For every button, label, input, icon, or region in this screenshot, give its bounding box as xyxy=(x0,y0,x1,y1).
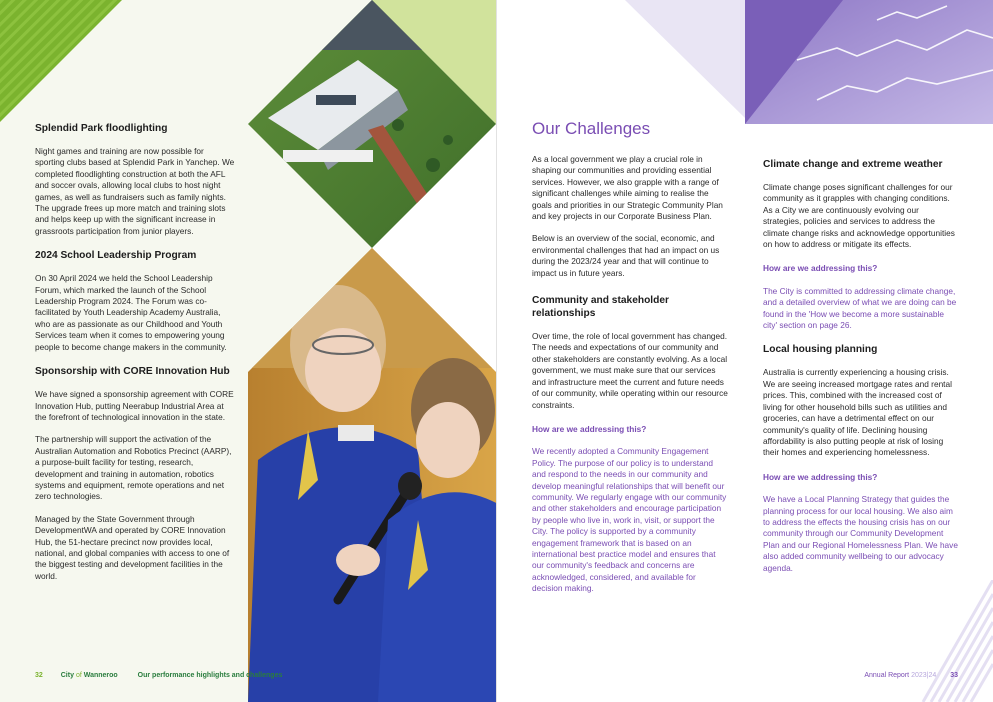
page-number: 32 xyxy=(35,672,43,679)
intro-paragraph: As a local government we play a crucial role in shaping our communities and providing essential services. However, we also grapple with a range of significant challenges while aiming to realise the goals and priorities in our Strategic Community Plan and key projects in our Corporate Business Plan. xyxy=(532,154,723,222)
left-footer xyxy=(35,672,355,679)
brand-city: City xyxy=(60,672,74,679)
section-paragraph: Climate change poses significant challenges for our community as it grapples with changing conditions. As a City we are continuously evolving our strategies, policies and services to address the climate change risks and acknowledge opportunities on how to address or mitigate its effects. xyxy=(763,182,955,250)
right-page xyxy=(497,0,993,702)
right-text-column-2 xyxy=(763,158,959,574)
section-heading: Sponsorship with CORE Innovation Hub xyxy=(35,366,230,378)
brand-of: of xyxy=(75,672,82,679)
page-title: Our Challenges xyxy=(532,119,651,138)
section-paragraph: Over time, the role of local government has changed. The needs and expectations of our community and other stakeholders are constantly evolving. As a local government, we must make sure that our services and infrastructure meet the current and future needs of our community, while operating within our resource constraints. xyxy=(532,331,728,410)
header-decoration xyxy=(497,0,993,130)
section-paragraph: The partnership will support the activation of the Australian Automation and Robotics Precinct (AARP), a purpose-built facility for testing, research, development and training in automation, robotics systems and equipment, remote operations and net zero technologies. xyxy=(35,434,232,502)
subheading: How are we addressing this? xyxy=(532,423,647,434)
answer-paragraph: We have a Local Planning Strategy that guides the planning process for our local housing. We also aim to address the effects the housing crisis has on our community through our Community Development Plan and our Regional Homelessness Plan. We have also added community wellbeing to our advocacy agenda. xyxy=(763,494,958,573)
brand-wanneroo: Wanneroo xyxy=(83,672,118,679)
footer-section-title: Our performance highlights and challenges xyxy=(137,672,283,679)
corner-triangle-green xyxy=(0,0,130,130)
intro-paragraph: Below is an overview of the social, economic, and environmental challenges that had an impact on us during the 2023/24 year and that will continue to impact us in future years. xyxy=(532,233,720,278)
answer-paragraph: The City is committed to addressing climate change, and a detailed overview of what we are doing can be found in the 'How we become a more sustainable city' section on page 26. xyxy=(763,285,957,331)
corner-stripes xyxy=(903,580,993,702)
right-text-column-1 xyxy=(532,154,728,595)
section-paragraph: We have signed a sponsorship agreement with CORE Innovation Hub, putting Neerabup Industrial Area at the forefront of technological innovation in the state. xyxy=(35,389,234,422)
subheading: How are we addressing this? xyxy=(763,263,878,274)
section-heading: Climate change and extreme weather xyxy=(763,159,943,170)
section-heading: 2024 School Leadership Program xyxy=(35,250,197,262)
section-heading: Splendid Park floodlighting xyxy=(35,123,168,134)
footer-year: 2023|24 xyxy=(911,672,937,679)
section-paragraph: Managed by the State Government through DevelopmentWA and operated by CORE Innovation Hub, the 51-hectare precinct now provides local, national, and global companies with access to one of the biggest testing and development facilities in the world. xyxy=(35,513,230,581)
photo-collage xyxy=(248,0,497,702)
subheading: How are we addressing this? xyxy=(763,471,878,482)
left-page xyxy=(0,0,496,702)
section-paragraph: Night games and training are now possible for sporting clubs based at Splendid Park in Yanchep. We completed floodlighting construction at both the AFL and soccer ovals, allowing local clubs to host night games, as well as fundraisers such as family nights. The upgrade frees up more match and training slots and helps keep up with the significant increase in grassroots participation from junior players. xyxy=(35,146,235,236)
page-number: 33 xyxy=(950,672,958,679)
left-text-column xyxy=(35,122,235,582)
section-heading: Community and stakeholder relationships xyxy=(532,295,669,320)
right-footer xyxy=(864,672,958,679)
section-paragraph: Australia is currently experiencing a housing crisis. We are seeing increased mortgage rates and rental prices. This, combined with the increased cost of living for other household bills such as utilities and groceries, can have a detrimental effect on our community's quality of life. Declining housing affordability is also putting people at risk of losing their homes and experiencing homelessness. xyxy=(763,367,952,458)
section-heading: Local housing planning xyxy=(763,344,878,356)
section-paragraph: On 30 April 2024 we held the School Leadership Forum, which marked the launch of the School Leadership Program 2024. The Forum was co-facilitated by Youth Leadership Academy Australia, who are as passionate as our Childhood and Youth Services team when it comes to empowering young people to become change makers in the community. xyxy=(35,273,227,352)
answer-paragraph: We recently adopted a Community Engagement Policy. The purpose of our policy is to understand and respond to the needs in our community and develop meaningful relationships that will benefit our community. We regularly engage with our community and other stakeholders and encourage participation by people who live in, work in, visit, or support the City. The policy is supported by a community engagement framework that is based on an international best practice model and ensures that our community's feedback and concerns are acknowledged, considered, and available for decision making. xyxy=(532,446,727,594)
footer-label: Annual Report xyxy=(864,672,910,679)
